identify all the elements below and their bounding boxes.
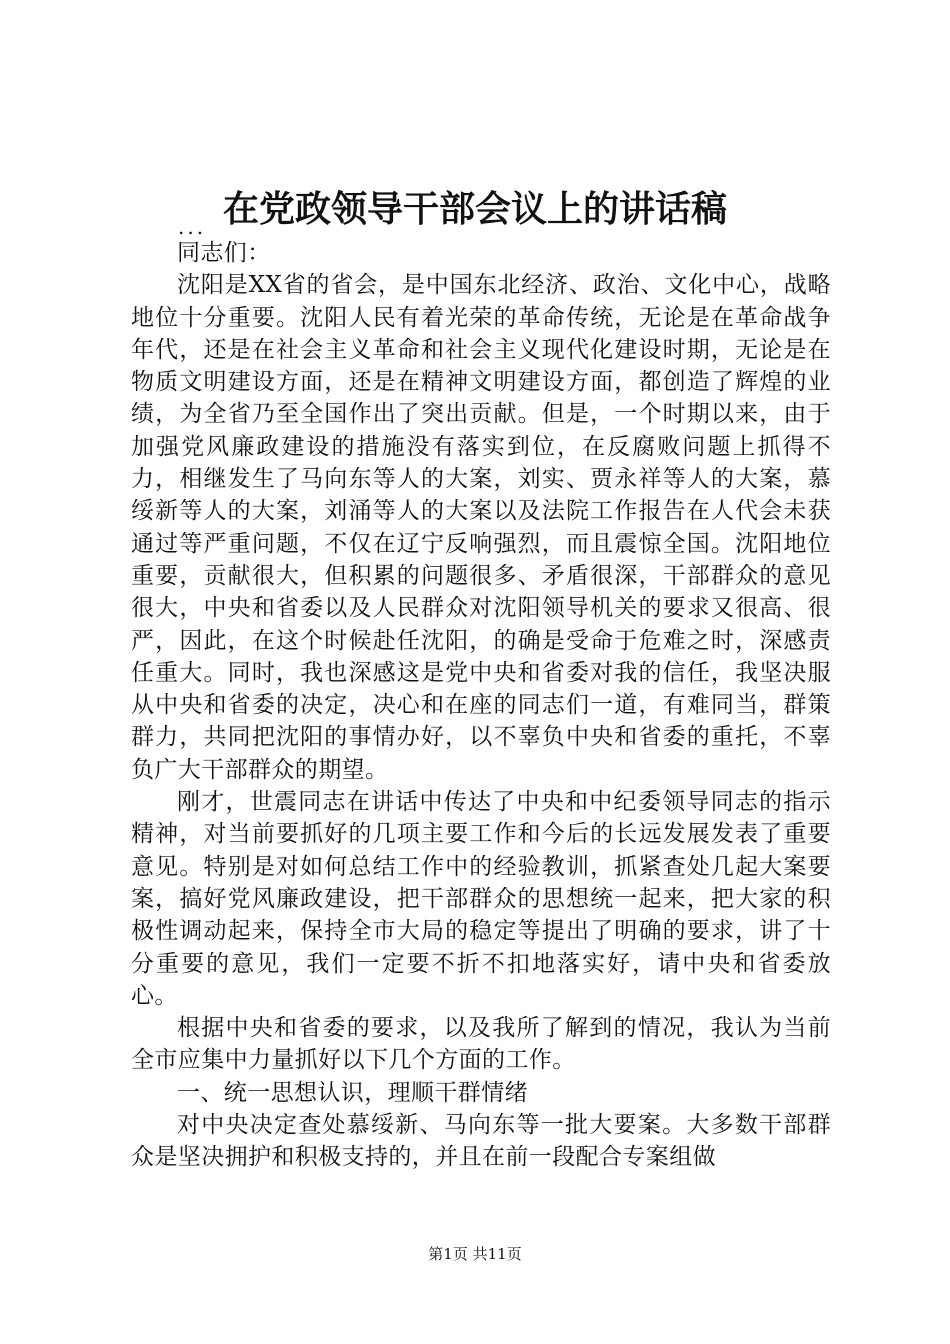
document-title: 在党政领导干部会议上的讲话稿	[222, 188, 727, 230]
body-paragraph: 沈阳是XX省的省会，是中国东北经济、政治、文化中心，战略地位十分重要。沈阳人民有着光荣的革命传统，无论是在革命战争年代，还是在社会主义革命和社会主义现代化建设时期，无论是在物质文明建设方面，还是在精神文明建设方面，都创造了辉煌的业绩，为全省乃至全国作出了突出贡献。但是，一个时期以来，由于加强党风廉政建设的措施没有落实到位，在反腐败问题上抓得不力，相继发生了马向东等人的大案，刘实、贾永祥等人的大案，慕绥新等人的大案，刘涌等人的大案以及法院工作报告在人代会未获通过等严重问题，不仅在辽宁反响强烈，而且震惊全国。沈阳地位重要，贡献很大，但积累的问题很多、矛盾很深，干部群众的意见很大，中央和省委以及人民群众对沈阳领导机关的要求又很高、很严，因此，在这个时候赴任沈阳，的确是受命于危难之时，深感责任重大。同时，我也深感这是党中央和省委对我的信任，我坚决服从中央和省委的决定，决心和在座的同志们一道，有难同当，群策群力，共同把沈阳的事情办好，以不辜负中央和省委的重托，不辜负广大干部群众的期望。	[131, 272, 831, 783]
document-body	[131, 237, 831, 1174]
body-paragraph: 对中央决定查处慕绥新、马向东等一批大要案。大多数干部群众是坚决拥护和积极支持的，并且在前一段配合专案组做	[131, 1112, 831, 1171]
body-paragraph: 刚才，世震同志在讲话中传达了中央和中纪委领导同志的指示精神，对当前要抓好的几项主要工作和今后的长远发展发表了重要意见。特别是对如何总结工作中的经验教训，抓紧查处几起大案要案，搞好党风廉政建设，把干部群众的思想统一起来，把大家的积极性调动起来，保持全市大局的稳定等提出了明确的要求，讲了十分重要的意见，我们一定要不折不扣地落实好，请中央和省委放心。	[131, 789, 831, 1009]
section-heading: 一、统一思想认识，理顺干群情绪	[177, 1079, 528, 1106]
body-paragraph: 根据中央和省委的要求，以及我所了解到的情况，我认为当前全市应集中力量抓好以下几个方面的工作。	[131, 1015, 831, 1074]
ellipsis-marker: ...	[178, 215, 207, 239]
page-number-footer: 第1页 共11页	[428, 1245, 522, 1263]
salutation-paragraph: 同志们：	[177, 240, 271, 266]
